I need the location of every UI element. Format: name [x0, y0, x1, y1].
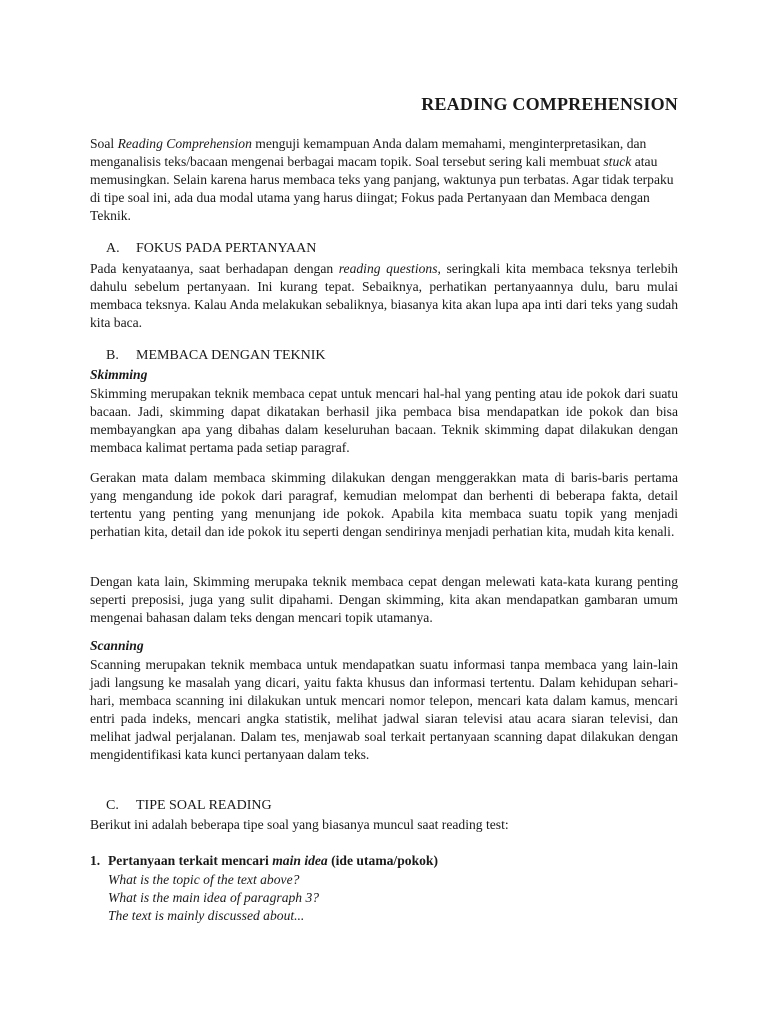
intro-italic-2: stuck	[603, 154, 632, 169]
scanning-subheading: Scanning	[90, 638, 144, 653]
example-question-1: What is the topic of the text above?	[108, 872, 300, 887]
section-c-letter: C.	[106, 798, 119, 813]
document-page	[90, 0, 678, 1024]
intro-italic-1: Reading Comprehension	[117, 136, 252, 151]
section-c-heading	[106, 798, 272, 814]
section-a-text-1: Pada kenyataanya, saat berhadapan dengan	[90, 261, 339, 276]
intro-paragraph	[90, 135, 678, 225]
intro-text-2: menguji kemampuan Anda dalam memahami, menginterpretasikan, dan menganalisis teks/bacaan mengenai berbagai macam topik. Soal tersebut sering kali membuat	[90, 136, 647, 169]
section-b-heading	[106, 348, 326, 364]
section-a-text-2: , seringkali kita membaca teksnya terlebih dahulu sebelum pertanyaan. Ini kurang tepat. Sebaiknya, perhatikan pertanyaannya dulu, baru mulai membaca teksnya. Kalau Anda melakukan sebaliknya, biasanya kita akan lupa apa inti dari teks yang sudah kita baca.	[90, 261, 678, 330]
item-number: 1.	[90, 853, 101, 868]
intro-text-1: Soal	[90, 136, 118, 151]
skimming-subheading: Skimming	[90, 367, 148, 382]
example-question-3: The text is mainly discussed about...	[108, 908, 305, 923]
section-b-letter: B.	[106, 348, 119, 363]
intro-text-3: atau memusingkan. Selain karena harus membaca teks yang panjang, waktunya pun terbatas. Agar tidak terpaku di tipe soal ini, ada dua modal utama yang harus diingat; Fokus pada Pertanyaan dan Membaca dengan Teknik.	[90, 154, 674, 223]
item-italic-1: main idea	[272, 853, 328, 868]
scanning-paragraph: Scanning merupakan teknik membaca untuk mendapatkan suatu informasi tanpa membaca yang lain-lain jadi langsung ke masalah yang dicari, yaitu fakta khusus dan informasi tertentu. Dalam kehidupan sehari-hari, membaca scanning ini dilakukan untuk mencari nomor telepon, mencari kata dalam kamus, mencari entri pada indeks, mencari angka statistik, melihat jadwal siaran televisi atau acara siaran televisi, dan melihat jadwal perjalanan. Dalam tes, menjawab soal terkait pertanyaan scanning dapat dilakukan dengan mengidentifikasi kata kunci pertanyaan dalam teks.	[90, 657, 678, 762]
item-text-1: Pertanyaan terkait mencari	[108, 853, 273, 868]
item-text-2: (ide utama/pokok)	[327, 853, 439, 868]
section-a-title: FOKUS PADA PERTANYAAN	[136, 241, 317, 256]
section-a-italic-1: reading questions	[338, 261, 438, 276]
section-a-heading	[106, 241, 316, 257]
section-c-title: TIPE SOAL READING	[136, 798, 272, 813]
section-b-title: MEMBACA DENGAN TEKNIK	[136, 348, 326, 363]
example-question-2: What is the main idea of paragraph 3?	[108, 890, 320, 905]
section-a-paragraph	[90, 260, 678, 332]
section-a-letter: A.	[106, 241, 120, 256]
question-type-item-1	[90, 853, 438, 869]
document-title: READING COMPREHENSION	[421, 94, 678, 114]
skimming-paragraph-3: Dengan kata lain, Skimming merupaka teknik membaca cepat dengan melewati kata-kata kurang penting seperti preposisi, juga yang sulit dipahami. Dengan skimming, kita akan mendapatkan gambaran umum mengenai bahasan dalam teks dengan mencari topik utamanya.	[90, 574, 678, 625]
skimming-paragraph-1: Skimming merupakan teknik membaca cepat untuk mencari hal-hal yang penting atau ide pokok dari suatu bacaan. Jadi, skimming dapat dikatakan berhasil jika pembaca bisa mendapatkan ide pokok dan bisa membayangkan apa yang dibahas dalam keseluruhan bacaan. Teknik skimming dapat dilakukan dengan membaca kalimat pertama pada setiap paragraf.	[90, 386, 678, 455]
skimming-paragraph-2: Gerakan mata dalam membaca skimming dilakukan dengan menggerakkan mata di baris-baris pertama yang mengandung ide pokok dari paragraf, kemudian melompat dan berhenti di beberapa fakta, detail tertentu yang penting yang menunjang ide pokok. Apabila kita membaca suatu topik yang menjadi perhatian kita, detail dan ide pokok itu seperti dengan sendirinya menjadi perhatian kita, mudah kita kenali.	[90, 470, 678, 539]
section-c-intro: Berikut ini adalah beberapa tipe soal yang biasanya muncul saat reading test:	[90, 817, 509, 832]
